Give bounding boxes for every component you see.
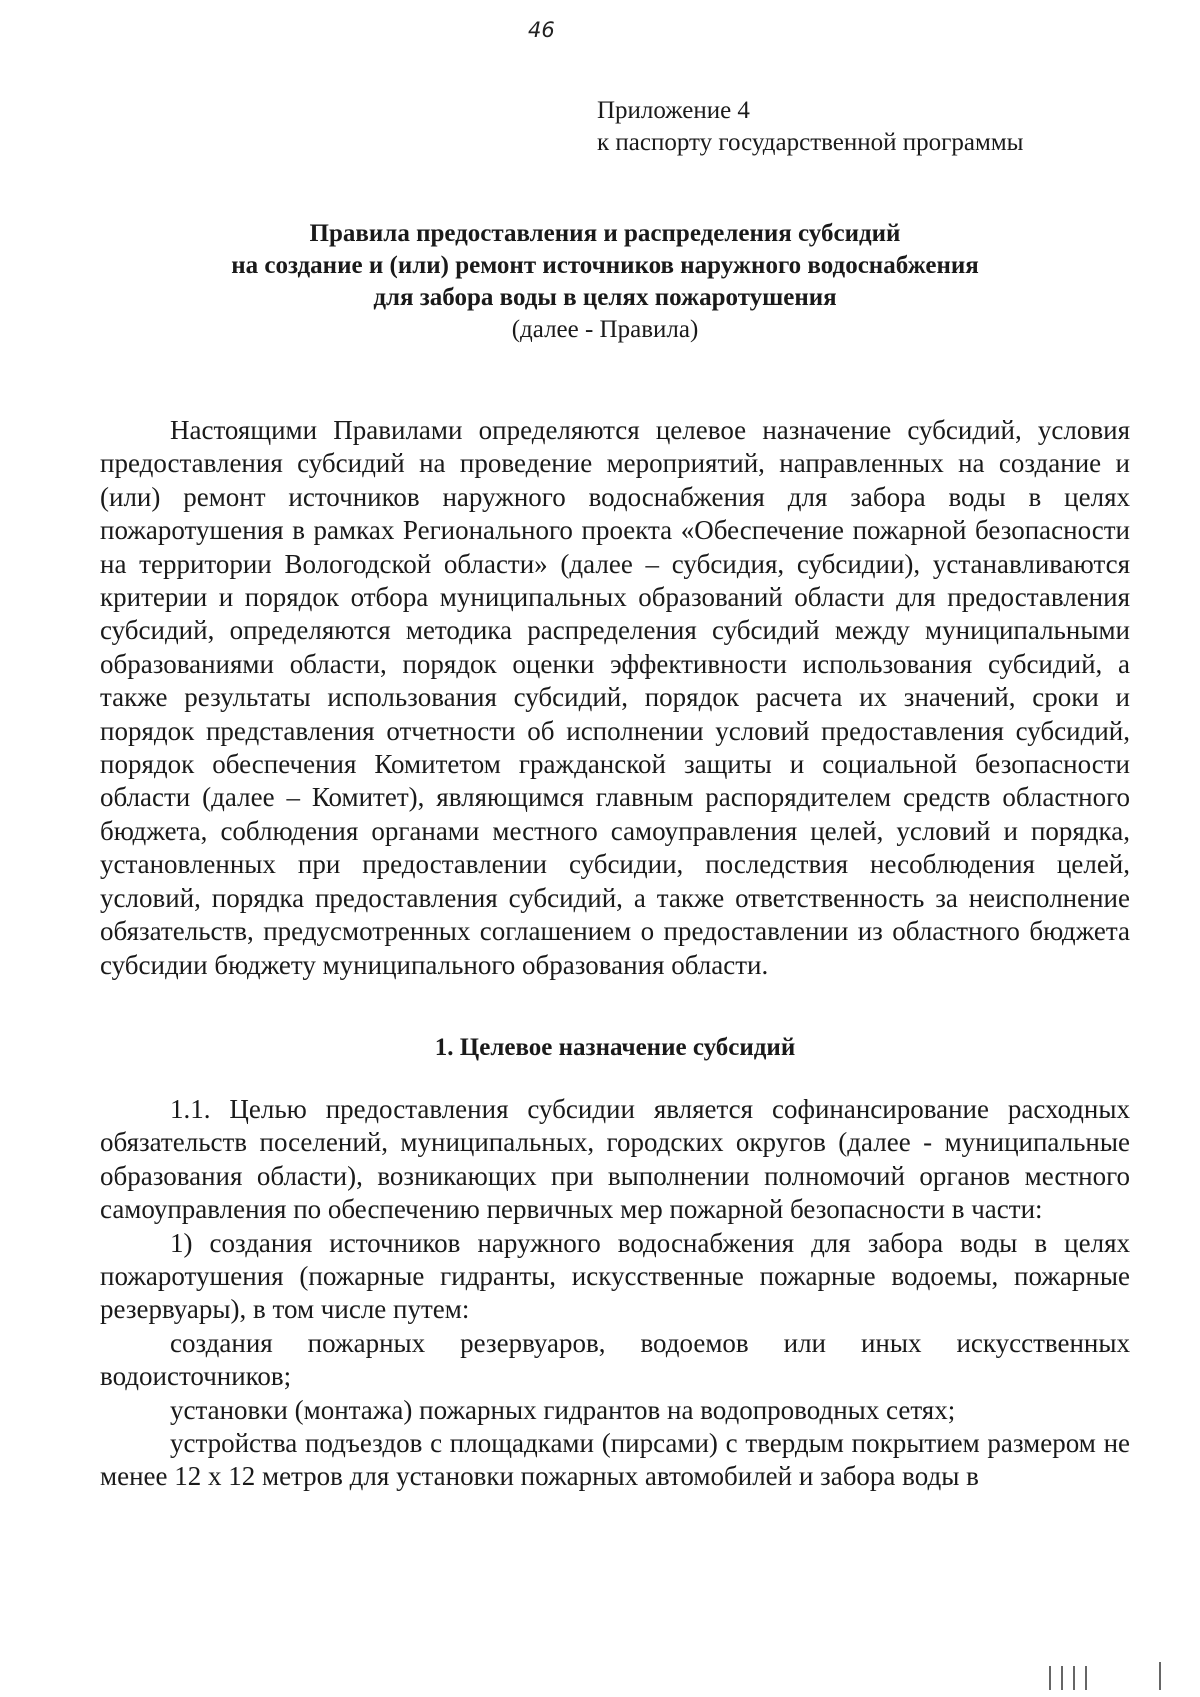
section-1-title: 1. Целевое назначение субсидий <box>434 1034 796 1061</box>
section-1-body <box>100 1093 1130 1494</box>
sub-item-reservoirs: создания пожарных резервуаров, водоемов или иных искусственных водоисточников; <box>100 1327 1130 1392</box>
intro-paragraph: Настоящими Правилами определяются целевое назначение субсидий, условия предоставления субсидий на проведение мероприятий, направленных на создание и (или) ремонт источников наружного водоснабжения для забора воды в целях пожаротушения в рамках Регионального проекта «Обеспечение пожарной безопасности на территории Вологодской области» (далее – субсидия, субсидии), устанавливаются критерии и порядок отбора муниципальных образований области для предоставления субсидий, определяются методика распределения субсидий между муниципальными образованиями области, порядок оценки эффективности использования субсидий, а также результаты использования субсидий, порядок расчета их значений, сроки и порядок представления отчетности об исполнении условий предоставления субсидий, порядок обеспечения Комитетом гражданской защиты и социальной безопасности области (далее – Комитет), являющимся главным распорядителем средств областного бюджета, соблюдения органами местного самоуправления целей, условий и порядка, установленных при предоставлении субсидии, последствия несоблюдения целей, условий, порядка предоставления субсидий, а также ответственность за неисполнение обязательств, предусмотренных соглашением о предоставлении из областного бюджета субсидии бюджету муниципального образования области. <box>100 415 1130 980</box>
paragraph-1-1: 1.1. Целью предоставления субсидии является софинансирование расходных обязательств поселений, муниципальных, городских округов (далее - муниципальные образования области), возникающих при выполнении полномочий органов местного самоуправления по обеспечению первичных мер пожарной безопасности в части: <box>100 1094 1130 1225</box>
list-item-1: 1) создания источников наружного водоснабжения для забора воды в целях пожаротушения (пожарные гидранты, искусственные пожарные водоемы, пожарные резервуары), в том числе путем: <box>100 1227 1130 1325</box>
scan-edge-marks <box>1040 1660 1170 1690</box>
appendix-line-2: к паспорту государственной программы <box>597 129 1024 156</box>
appendix-line-1: Приложение 4 <box>597 97 750 124</box>
appendix-caption <box>597 95 1023 159</box>
document-title <box>100 218 1110 346</box>
page-number: 46 <box>528 18 555 42</box>
title-line-3: для забора воды в целях пожаротушения <box>373 284 837 311</box>
title-line-1: Правила предоставления и распределения субсидий <box>309 220 901 247</box>
sub-item-hydrants: установки (монтажа) пожарных гидрантов на водопроводных сетях; <box>170 1394 956 1425</box>
title-note: (далее - Правила) <box>511 316 699 343</box>
sub-item-piers: устройства подъездов с площадками (пирсами) с твердым покрытием размером не менее 12 х 12 метров для установки пожарных автомобилей и забора воды в <box>100 1428 1130 1492</box>
title-line-2: на создание и (или) ремонт источников наружного водоснабжения <box>231 252 979 279</box>
